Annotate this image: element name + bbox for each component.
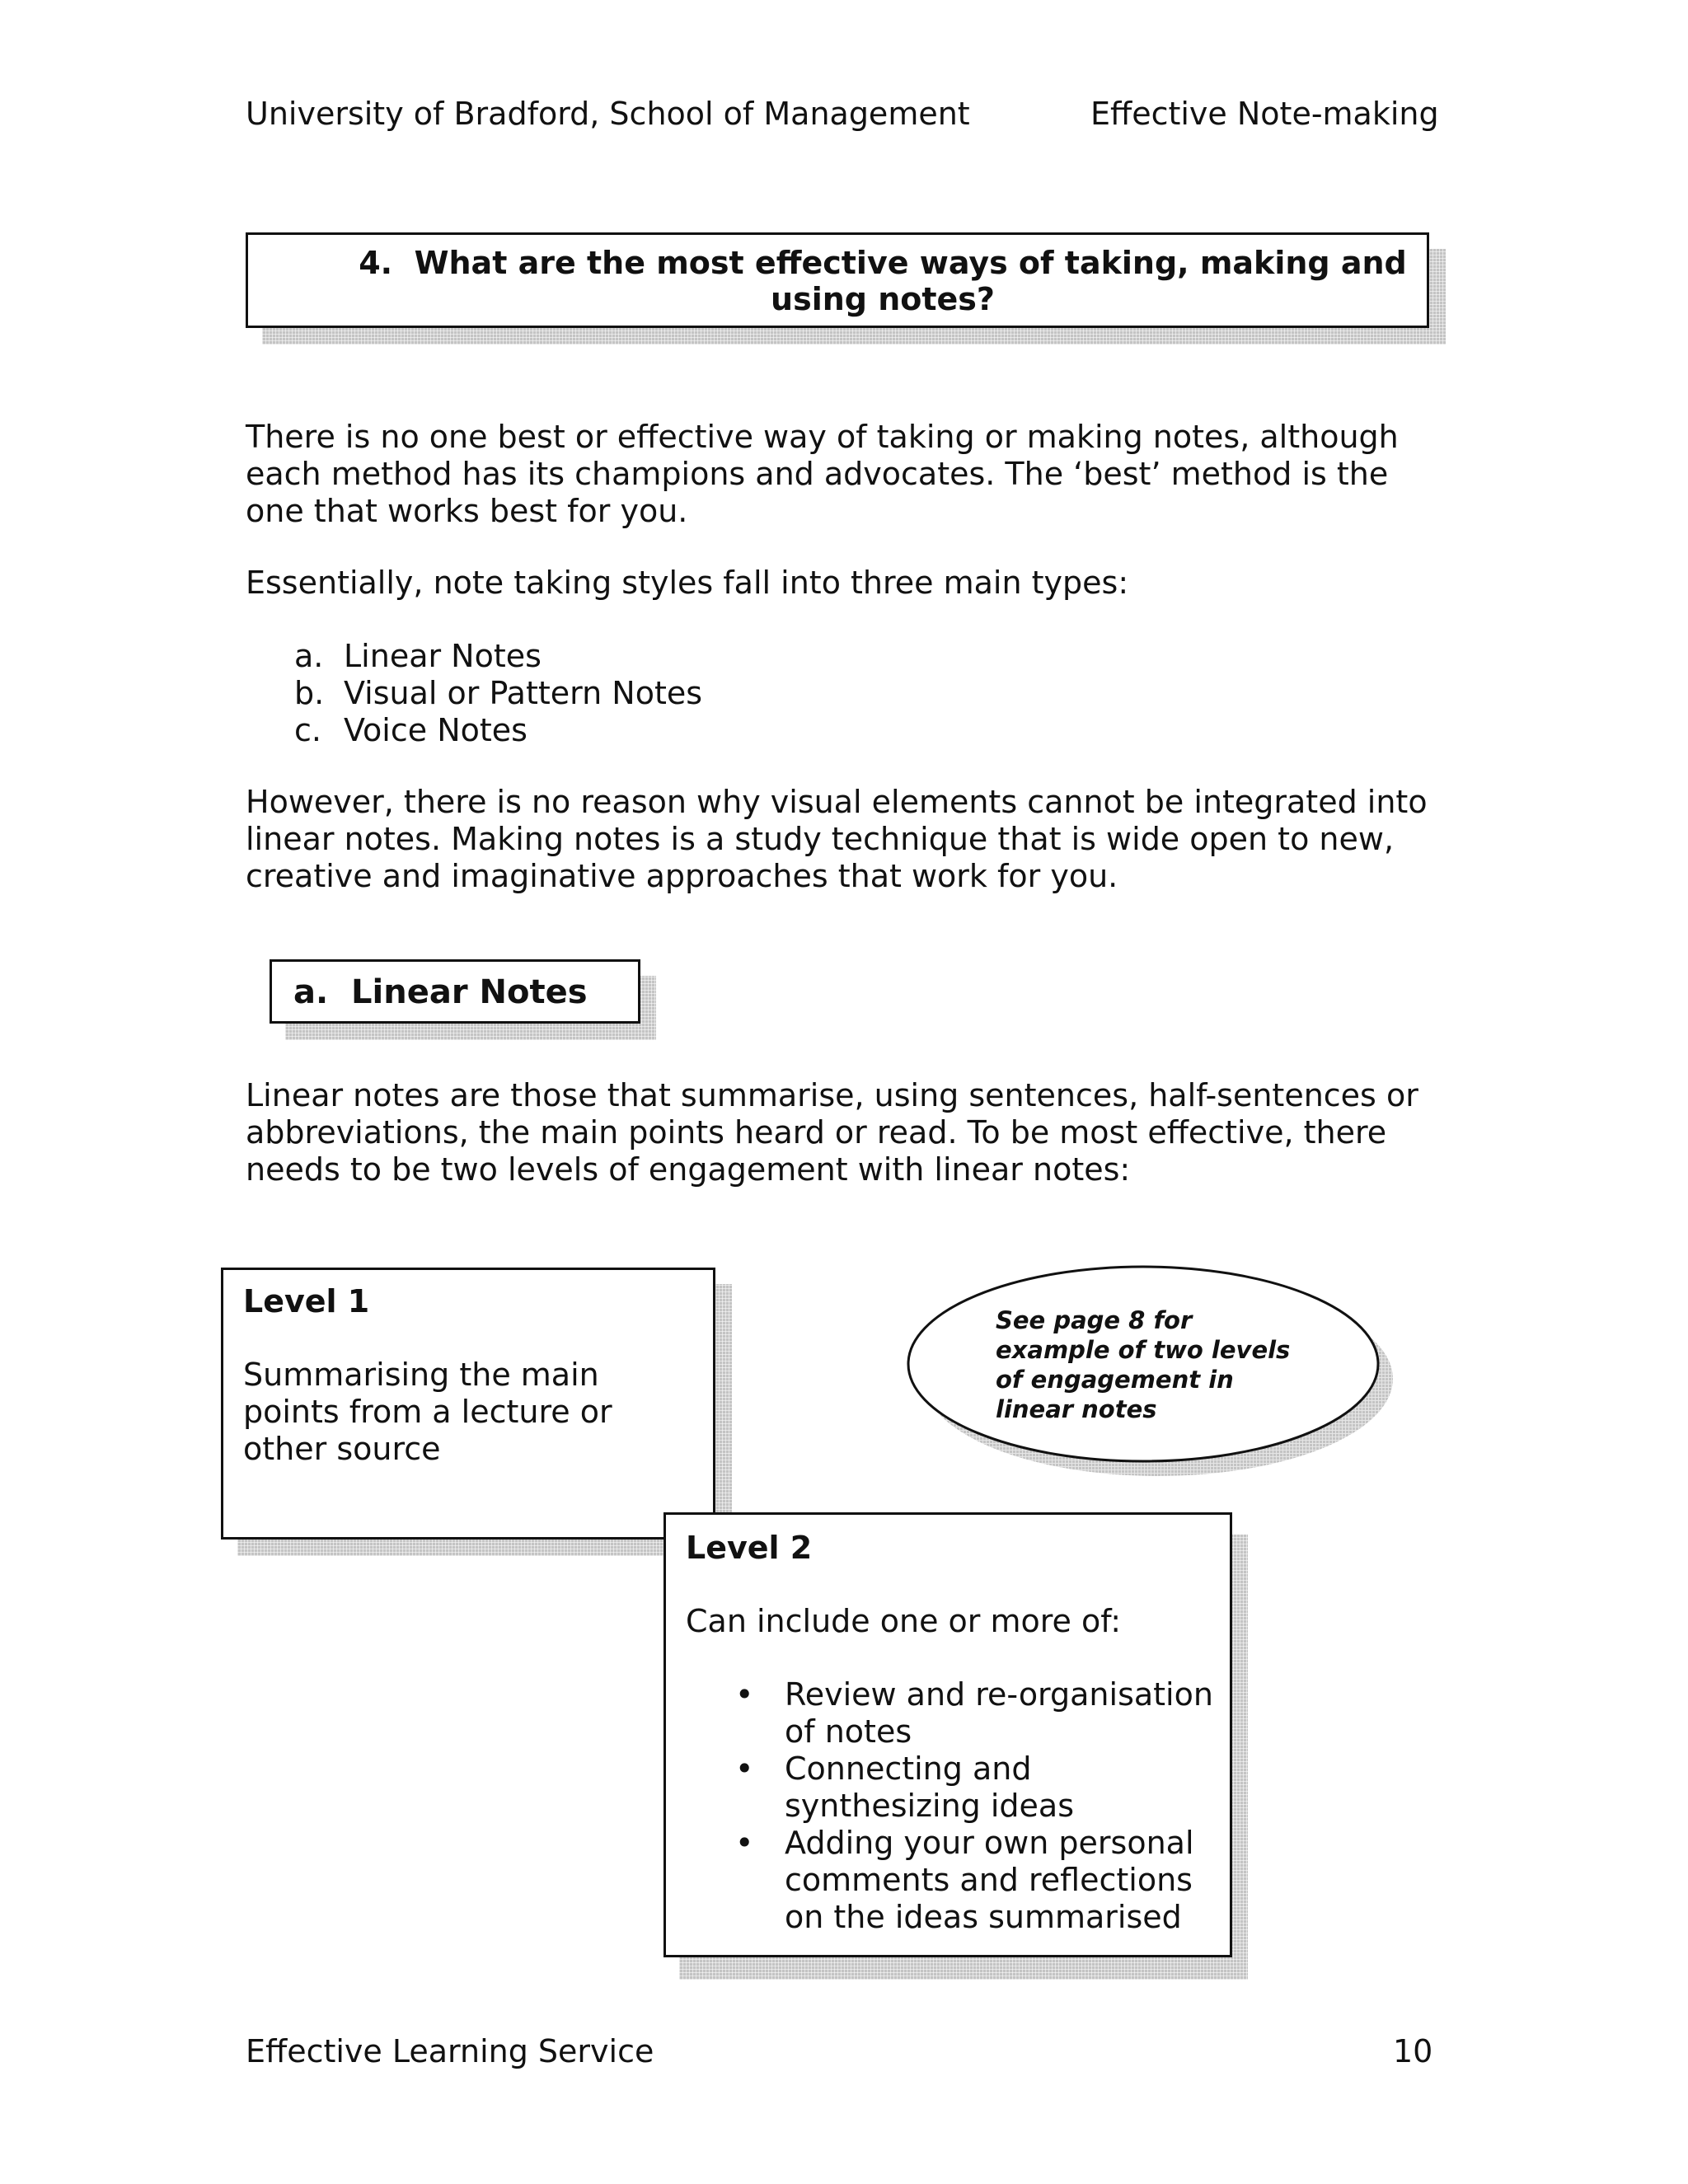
section-title-line2: using notes? [771,281,995,317]
intro-paragraph-3: However, there is no reason why visual elements cannot be integrated into linear notes. Making notes is a study technique that is wide open to new, creative and imaginative approaches that work for you. [246,784,1428,894]
level2-intro: Can include one or more of: [686,1603,1122,1639]
bullet-icon: • [735,1676,754,1713]
list-marker: b. [294,675,325,711]
level1-title: Level 1 [243,1283,370,1319]
linear-notes-paragraph: Linear notes are those that summarise, using sentences, half-sentences or abbreviations, the main points heard or read. To be most effective, there needs to be two levels of engagement with linear notes: [246,1077,1418,1188]
note-types-list [294,638,1366,749]
header-right: Effective Note-making [1090,96,1439,132]
list-item-text: Adding your own personal comments and reflections on the ideas summarised [785,1825,1194,1935]
section-heading-box [246,232,1429,328]
header-left: University of Bradford, School of Management [246,96,970,132]
list-item-label: Linear Notes [344,638,542,674]
section-title-line1: What are the most effective ways of taking, making and [414,245,1407,281]
callout-text: See page 8 for example of two levels of engagement in linear notes [996,1306,1291,1423]
subsection-title: Linear Notes [351,973,588,1011]
bullet-icon: • [735,1750,754,1787]
bullet-icon: • [735,1825,754,1861]
intro-paragraph-2: Essentially, note taking styles fall into three main types: [246,565,1129,601]
list-marker: a. [294,638,324,674]
intro-paragraph-1: There is no one best or effective way of taking or making notes, although each method has its champions and advocates. The ‘best’ method is the one that works best for you. [246,419,1399,529]
list-item [686,1676,1213,1750]
level2-list [686,1676,1213,1936]
page-number: 10 [1393,2033,1433,2069]
list-item-text: Review and re-organisation of notes [785,1676,1213,1750]
list-marker: c. [294,712,321,748]
list-item-label: Voice Notes [344,712,528,748]
subsection-heading-box [270,959,640,1024]
list-item [686,1750,1213,1825]
level2-box [663,1512,1232,1957]
section-heading [248,245,1427,317]
level1-text: Summarising the main points from a lecture or other source [243,1357,612,1467]
list-item [294,638,1366,675]
subsection-marker: a. [293,973,329,1011]
section-number: 4. [359,245,393,281]
list-item [294,675,1366,712]
list-item-text: Connecting and synthesizing ideas [785,1750,1075,1824]
level2-title: Level 2 [686,1530,813,1566]
list-item [686,1825,1213,1936]
list-item-label: Visual or Pattern Notes [344,675,703,711]
list-item [294,712,1366,749]
subsection-heading [293,973,588,1011]
level1-box [221,1268,715,1540]
footer-left: Effective Learning Service [246,2033,654,2069]
